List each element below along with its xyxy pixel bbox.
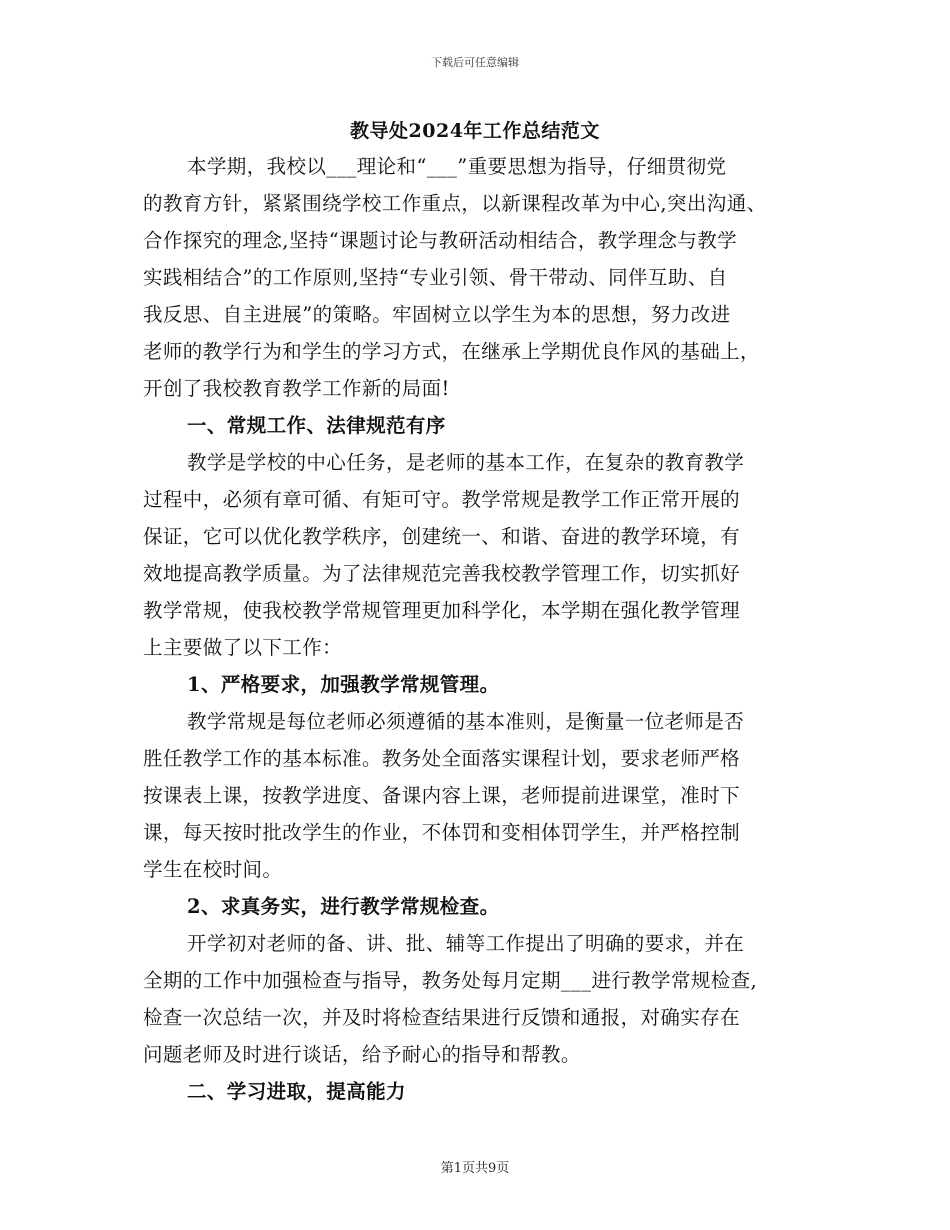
section-heading-1: 一、常规工作、法律规范有序 [187,414,446,437]
paragraph-line: 问题老师及时进行谈话，给予耐心的指导和帮教。 [143,1043,581,1066]
paragraph-line: 教学是学校的中心任务，是老师的基本工作，在复杂的教育教学 [187,451,745,474]
paragraph-line: 教学常规是每位老师必须遵循的基本准则，是衡量一位老师是否 [187,710,745,733]
paragraph-line: 保证，它可以优化教学秩序，创建统一、和谐、奋进的教学环境，有 [143,525,741,548]
subsection-heading-1: 1、严格要求，加强教学常规管理。 [187,673,500,696]
paragraph-line: 上主要做了以下工作： [143,636,343,659]
paragraph-line: 合作探究的理念,坚持“课题讨论与教研活动相结合，教学理念与教学 [143,229,738,252]
paragraph-line: 教学常规，使我校教学常规管理更加科学化，本学期在强化教学管理 [143,599,741,622]
paragraph-line: 课，每天按时批改学生的作业，不体罚和变相体罚学生，并严格控制 [143,821,741,844]
paragraph-line: 我反思、自主进展”的策略。牢固树立以学生为本的思想，努力改进 [143,303,731,326]
paragraph-line: 开创了我校教育教学工作新的局面! [143,377,450,400]
paragraph-line: 本学期，我校以___理论和“___”重要思想为指导，仔细贯彻党 [187,155,727,178]
paragraph-line: 过程中，必须有章可循、有矩可守。教学常规是教学工作正常开展的 [143,488,741,511]
paragraph-line: 检查一次总结一次，并及时将检查结果进行反馈和通报，对确实存在 [143,1006,741,1029]
page-number: 第1页共9页 [440,1161,510,1176]
paragraph-line: 效地提高教学质量。为了法律规范完善我校教学管理工作，切实抓好 [143,562,741,585]
paragraph-line: 开学初对老师的备、讲、批、辅等工作提出了明确的要求，并在 [187,932,745,955]
paragraph-line: 的教育方针，紧紧围绕学校工作重点，以新课程改革为中心,突出沟通、 [143,192,767,215]
paragraph-line: 老师的教学行为和学生的学习方式，在继承上学期优良作风的基础上， [143,340,760,363]
section-heading-2: 二、学习进取，提高能力 [187,1080,406,1103]
header-note: 下载后可任意编辑 [431,56,519,69]
paragraph-line: 学生在校时间。 [143,858,283,881]
document-title: 教导处2024年工作总结范文 [350,120,600,142]
paragraph-line: 全期的工作中加强检查与指导，教务处每月定期___进行教学常规检查, [143,969,758,992]
subsection-heading-2: 2、求真务实，进行教学常规检查。 [187,895,500,918]
paragraph-line: 实践相结合”的工作原则,坚持“专业引领、骨干带动、同伴互助、自 [143,266,728,289]
paragraph-line: 按课表上课，按教学进度、备课内容上课，老师提前进课堂，准时下 [143,784,741,807]
paragraph-line: 胜任教学工作的基本标准。教务处全面落实课程计划，要求老师严格 [143,747,741,770]
